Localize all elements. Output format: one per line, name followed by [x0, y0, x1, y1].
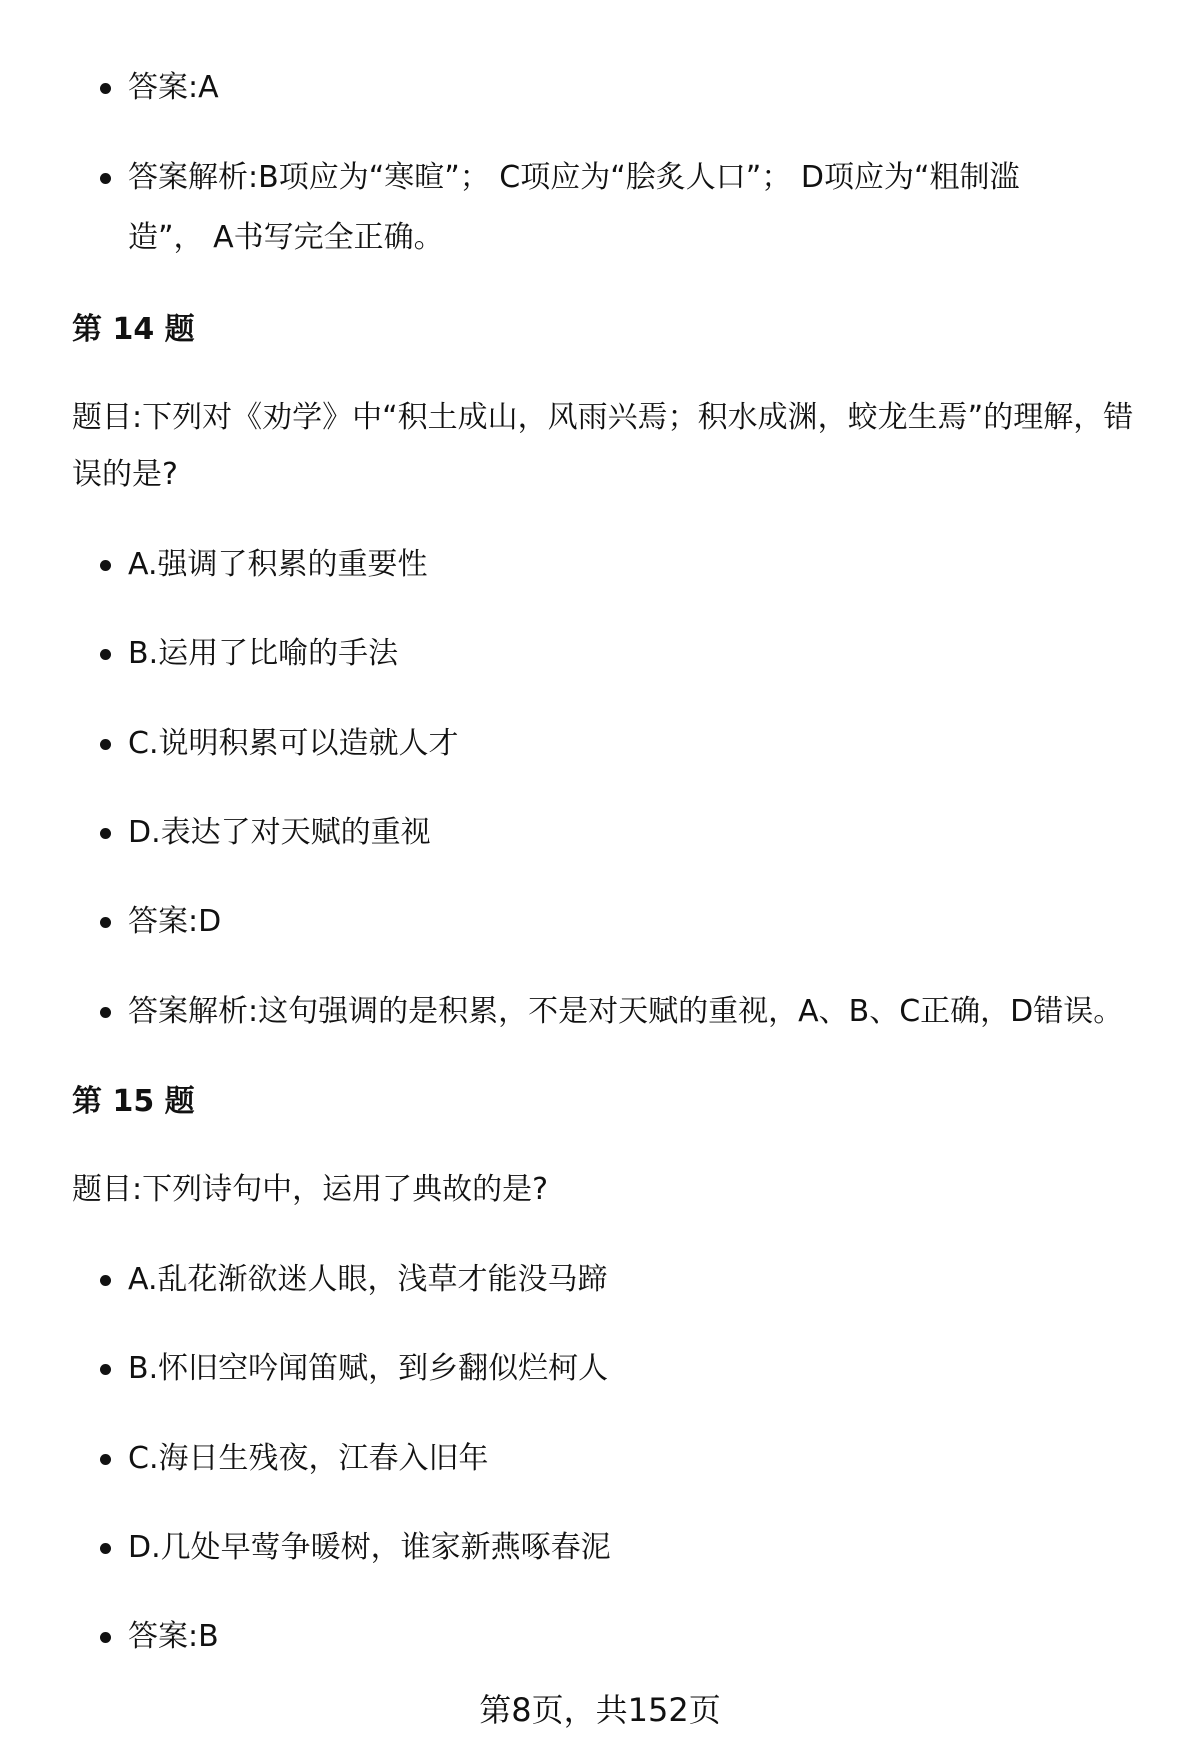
q15-heading: 第 15 题: [72, 1084, 195, 1119]
prev-explanation: [128, 158, 1200, 198]
option-text: B.运用了比喻的手法: [128, 636, 399, 671]
prev-explanation-cont: [128, 218, 1200, 258]
q15-option-d: [128, 1528, 1200, 1568]
option-text: C.海日生残夜，江春入旧年: [128, 1441, 489, 1476]
prev-explanation-line2: 造”， A书写完全正确。: [128, 220, 444, 255]
q14-option-d: [128, 813, 1200, 853]
q14-heading: 第 14 题: [72, 312, 195, 347]
bullet-dot: [100, 649, 111, 660]
q14-answer: [128, 902, 1200, 942]
answer-text: 答案:D: [128, 904, 222, 939]
option-text: A.强调了积累的重要性: [128, 547, 428, 582]
bullet-dot: [100, 1275, 111, 1286]
q15-answer: [128, 1617, 1200, 1657]
bullet-dot: [100, 560, 111, 571]
q14-option-c: [128, 724, 1200, 764]
q14-option-a: [128, 545, 1200, 585]
prev-explanation-line1: 答案解析:B项应为“寒暄”； C项应为“脍炙人口”； D项应为“粗制滥: [128, 160, 1020, 195]
q14-explanation: [128, 992, 1200, 1032]
bullet-dot: [100, 828, 111, 839]
q15-option-c: [128, 1439, 1200, 1479]
answer-text: 答案:B: [128, 1619, 219, 1654]
explanation-text: 答案解析:这句强调的是积累，不是对天赋的重视，A、B、C正确，D错误。: [128, 994, 1124, 1029]
prev-answer: [128, 68, 1200, 108]
q15-option-b: [128, 1349, 1200, 1389]
option-text: C.说明积累可以造就人才: [128, 726, 459, 761]
bullet-dot: [100, 1454, 111, 1465]
q15-question: 题目:下列诗句中，运用了典故的是?: [72, 1172, 549, 1207]
bullet-dot: [100, 1007, 111, 1018]
bullet-dot: [100, 1543, 111, 1554]
option-text: B.怀旧空吟闻笛赋，到乡翻似烂柯人: [128, 1351, 609, 1386]
bullet-dot: [100, 1632, 111, 1643]
q15-option-a: [128, 1260, 1200, 1300]
bullet-dot: [100, 917, 111, 928]
option-text: D.表达了对天赋的重视: [128, 815, 431, 850]
bullet-dot: [100, 173, 111, 184]
bullet-dot: [100, 83, 111, 94]
q14-question-line2: 误的是?: [72, 457, 178, 492]
page-footer: 第8页，共152页: [479, 1691, 721, 1729]
bullet-dot: [100, 1364, 111, 1375]
q14-option-b: [128, 634, 1200, 674]
prev-answer-text: 答案:A: [128, 70, 219, 105]
q14-question-line1: 题目:下列对《劝学》中“积土成山，风雨兴焉；积水成渊，蛟龙生焉”的理解，错: [72, 400, 1134, 435]
option-text: A.乱花渐欲迷人眼，浅草才能没马蹄: [128, 1262, 608, 1297]
bullet-dot: [100, 739, 111, 750]
option-text: D.几处早莺争暖树，谁家新燕啄春泥: [128, 1530, 611, 1565]
